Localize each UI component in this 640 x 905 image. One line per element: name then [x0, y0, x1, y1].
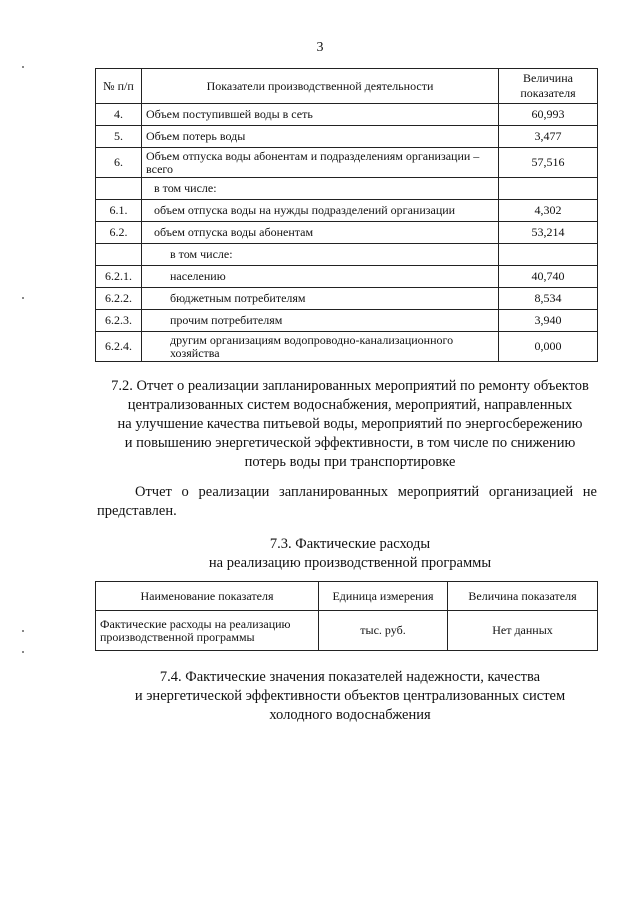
header-value-line2: показателя	[520, 86, 576, 100]
table-header-row	[96, 69, 598, 104]
cell-num: 6.2.2.	[96, 288, 142, 310]
cell-value	[499, 178, 598, 200]
cell-indicator: в том числе:	[142, 244, 499, 266]
heading-line: 7.3. Фактические расходы	[269, 536, 431, 552]
cell-indicator: другим организациям водопроводно-канализационного хозяйства	[142, 332, 499, 362]
heading-line: на улучшение качества питьевой воды, мероприятий по энергосбережению	[117, 416, 583, 432]
cell-value: 53,214	[499, 222, 598, 244]
table-row	[96, 288, 598, 310]
cell-value: 3,477	[499, 126, 598, 148]
table-row	[96, 310, 598, 332]
heading-line: и энергетической эффективности объектов централизованных систем	[134, 688, 566, 704]
cell-num	[96, 244, 142, 266]
cell-num: 6.	[96, 148, 142, 178]
cell-value: 40,740	[499, 266, 598, 288]
cell-num: 6.2.	[96, 222, 142, 244]
header-num: № п/п	[96, 69, 142, 104]
cell-name: Фактические расходы на реализацию производственной программы	[96, 611, 319, 651]
page-number: 3	[316, 40, 324, 55]
heading-line: холодного водоснабжения	[269, 707, 431, 723]
scan-mark	[22, 66, 24, 68]
expenses-table	[95, 581, 598, 651]
cell-value: 0,000	[499, 332, 598, 362]
header-value: Величина показателя	[448, 582, 598, 611]
section-7-3-heading	[60, 535, 640, 573]
heading-line: 7.4. Фактические значения показателей надежности, качества	[159, 669, 541, 685]
table-row	[96, 126, 598, 148]
scan-mark	[22, 630, 24, 632]
cell-num: 6.2.1.	[96, 266, 142, 288]
scan-mark	[22, 651, 24, 653]
heading-line: на реализацию производственной программы	[208, 555, 492, 571]
header-value	[499, 69, 598, 104]
table-row	[96, 244, 598, 266]
cell-num: 5.	[96, 126, 142, 148]
cell-value	[499, 244, 598, 266]
cell-indicator: населению	[142, 266, 499, 288]
cell-indicator: объем отпуска воды абонентам	[142, 222, 499, 244]
table-header-row	[96, 582, 598, 611]
header-unit: Единица измерения	[319, 582, 448, 611]
table-row	[96, 332, 598, 362]
cell-unit: тыс. руб.	[319, 611, 448, 651]
cell-indicator: Объем потерь воды	[142, 126, 499, 148]
table-row	[96, 222, 598, 244]
cell-indicator: объем отпуска воды на нужды подразделений организации	[142, 200, 499, 222]
cell-indicator: Объем отпуска воды абонентам и подразделениям организации – всего	[142, 148, 499, 178]
cell-num: 6.2.3.	[96, 310, 142, 332]
heading-line: и повышению энергетической эффективности, в том числе по снижению	[124, 435, 576, 451]
header-value-line1: Величина	[523, 71, 573, 85]
header-indicator: Показатели производственной деятельности	[142, 69, 499, 104]
cell-value: Нет данных	[448, 611, 598, 651]
cell-indicator: бюджетным потребителям	[142, 288, 499, 310]
table-row	[96, 148, 598, 178]
cell-indicator: Объем поступившей воды в сеть	[142, 104, 499, 126]
table-row	[96, 611, 598, 651]
cell-value: 8,534	[499, 288, 598, 310]
section-7-4-heading	[60, 668, 640, 725]
cell-value: 57,516	[499, 148, 598, 178]
heading-line: потерь воды при транспортировке	[244, 454, 456, 470]
cell-num: 4.	[96, 104, 142, 126]
heading-line: централизованных систем водоснабжения, мероприятий, направленных	[127, 397, 573, 413]
production-indicators-table	[95, 68, 598, 362]
section-7-2-paragraph: Отчет о реализации запланированных мероприятий организацией не представлен.	[97, 484, 597, 519]
section-7-2-heading	[60, 377, 640, 472]
cell-num: 6.2.4.	[96, 332, 142, 362]
header-name: Наименование показателя	[96, 582, 319, 611]
cell-num: 6.1.	[96, 200, 142, 222]
cell-num	[96, 178, 142, 200]
cell-value: 60,993	[499, 104, 598, 126]
cell-indicator: прочим потребителям	[142, 310, 499, 332]
scan-mark	[22, 297, 24, 299]
table-row	[96, 200, 598, 222]
cell-indicator: в том числе:	[142, 178, 499, 200]
table-row	[96, 104, 598, 126]
cell-value: 3,940	[499, 310, 598, 332]
table-row	[96, 266, 598, 288]
table-row	[96, 178, 598, 200]
table-body	[96, 104, 598, 362]
heading-line: 7.2. Отчет о реализации запланированных мероприятий по ремонту объектов	[111, 378, 589, 394]
cell-value: 4,302	[499, 200, 598, 222]
